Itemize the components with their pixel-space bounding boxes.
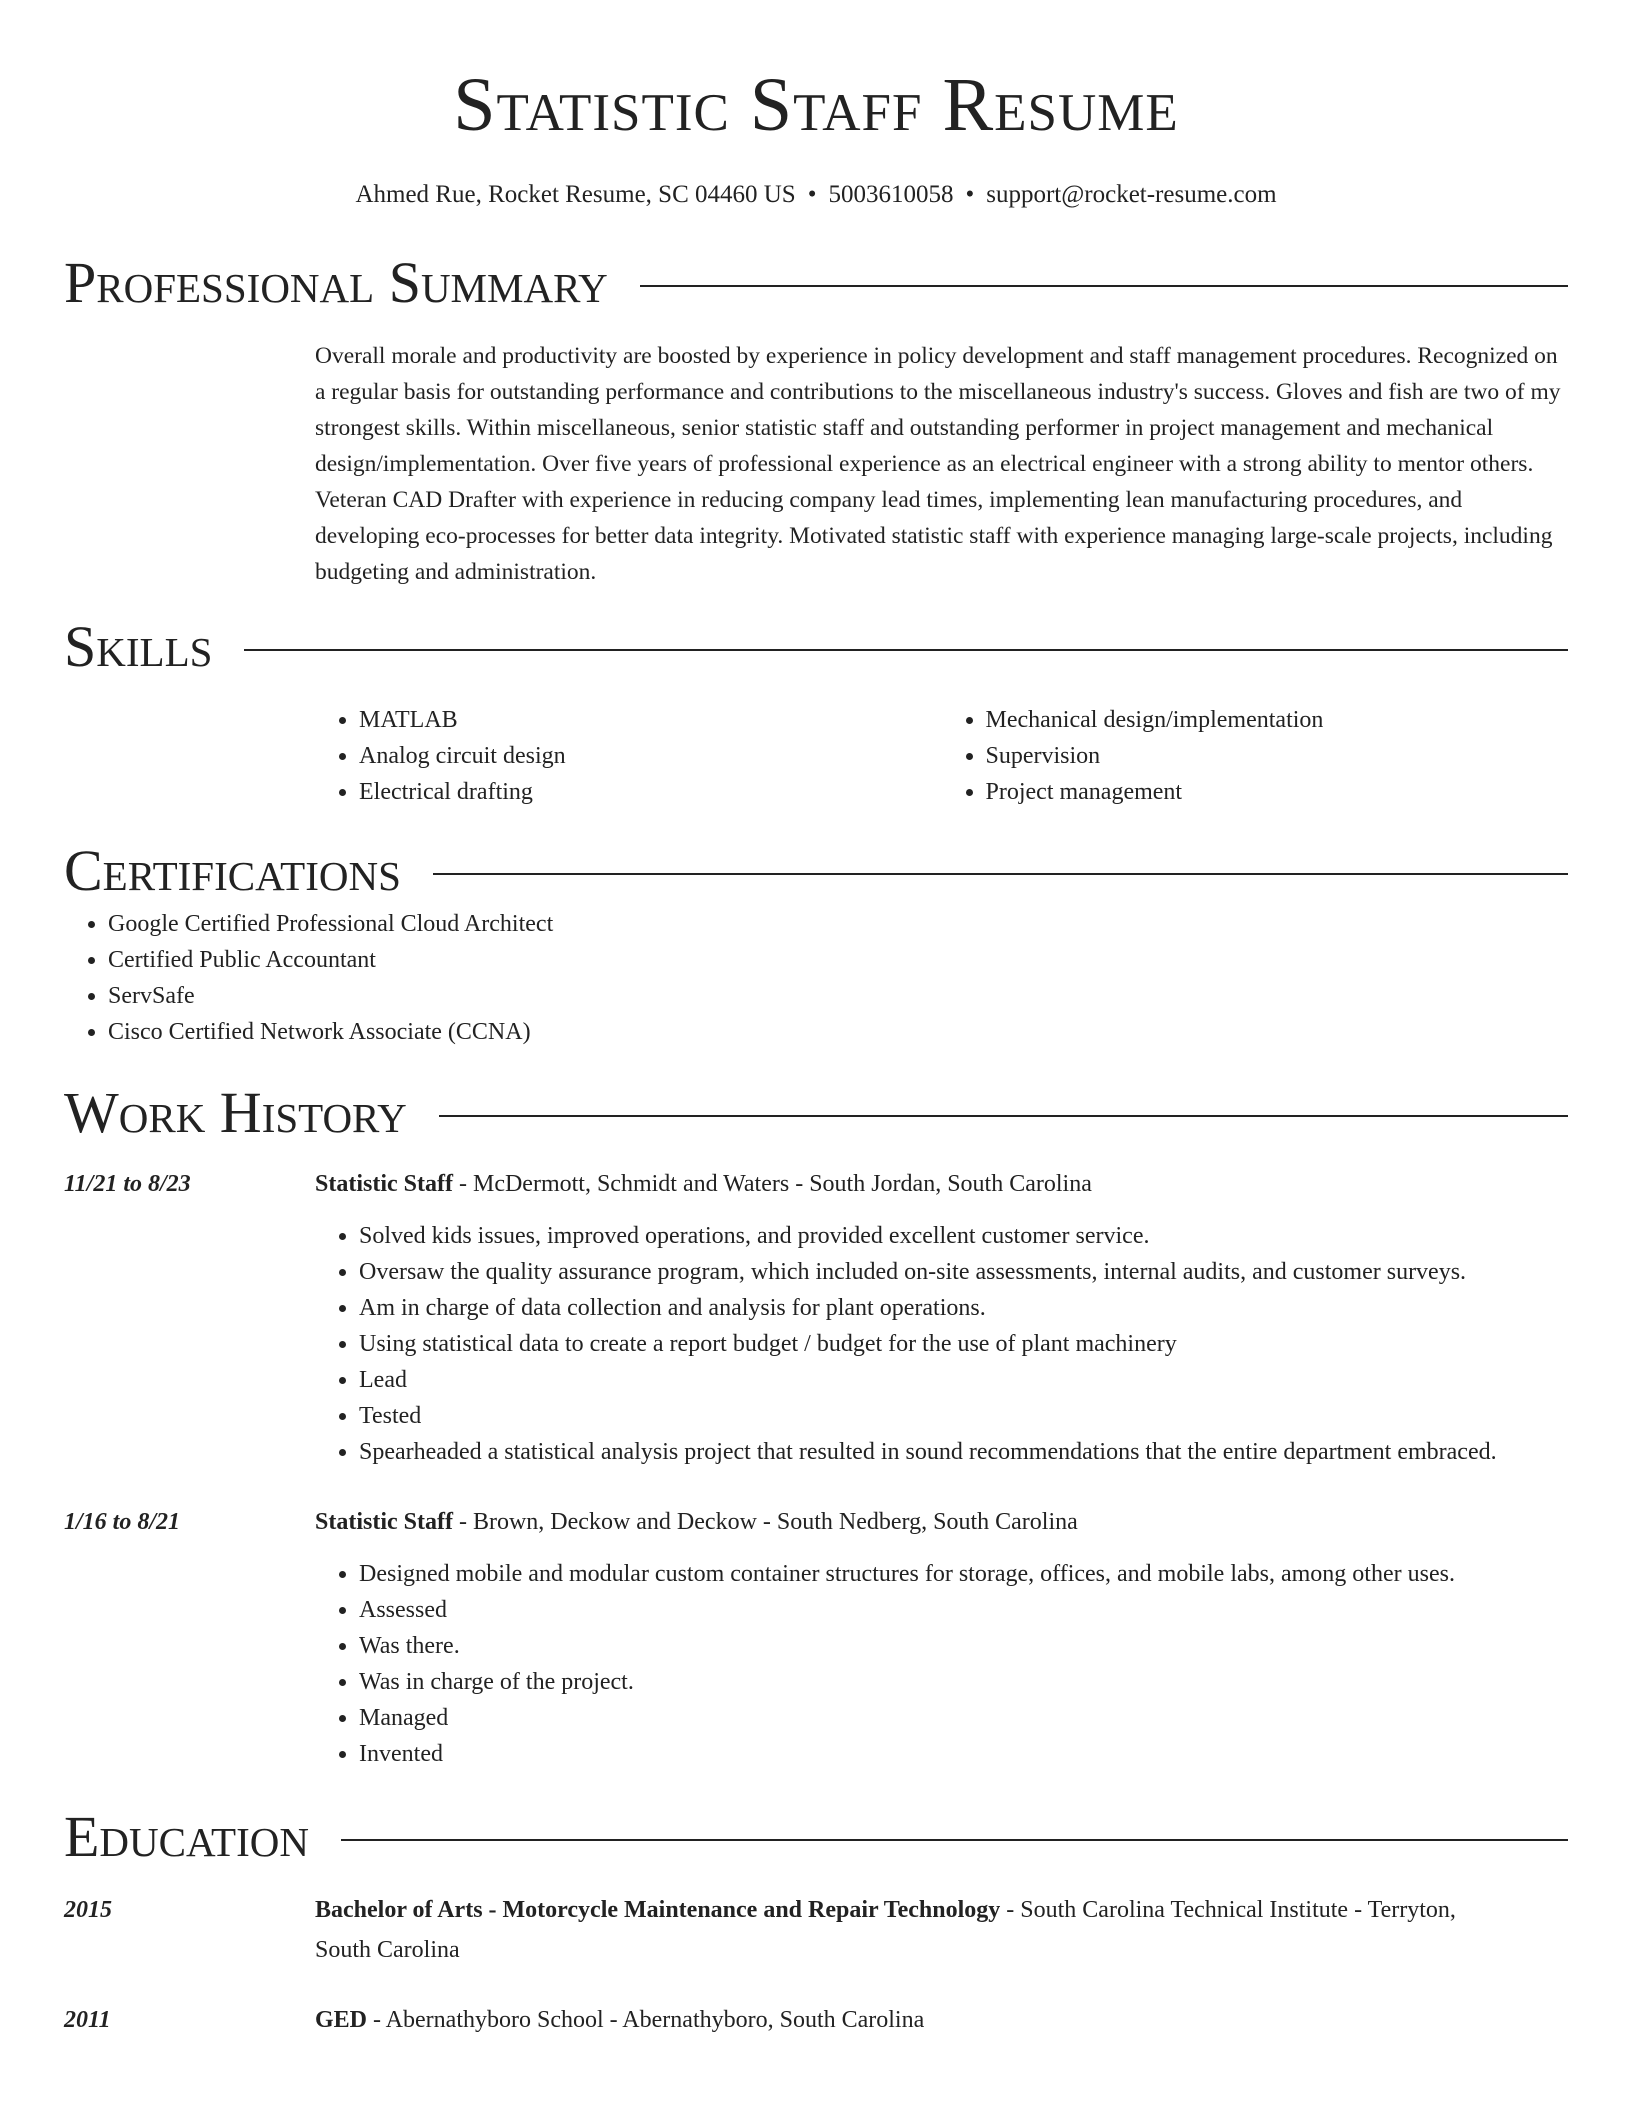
job-bullets [315, 1556, 1568, 1772]
job-employer: - Brown, Deckow and Deckow - South Nedberg, South Carolina [452, 1509, 1078, 1535]
contact-separator: • [807, 181, 817, 208]
job-bullet: • Oversaw the quality assurance program, which included on-site assessments, internal audits, and customer surveys. [359, 1254, 1568, 1290]
skills-grid [315, 702, 1568, 810]
certifications-list [64, 906, 1568, 1050]
job-bullet: • Tested [359, 1398, 1568, 1434]
job-dates: 1/16 to 8/21 [64, 1509, 181, 1535]
resume-page [64, 0, 1568, 2040]
skill-item: • Project management [986, 774, 1569, 810]
job-entry [64, 1504, 1568, 1772]
education-body [315, 1890, 1568, 1970]
job-bullet: • Assessed [359, 1592, 1568, 1628]
education-entry [64, 2000, 1568, 2040]
education-entry [64, 1890, 1568, 1970]
section-divider [433, 873, 1568, 875]
job-bullet: • Was in charge of the project. [359, 1664, 1568, 1700]
section-divider [341, 1839, 1568, 1841]
certification-item: • Certified Public Accountant [108, 942, 1568, 978]
education-year: 2011 [64, 2007, 111, 2033]
contact-separator: • [965, 181, 975, 208]
job-bullet: • Using statistical data to create a report budget / budget for the use of plant machinery [359, 1326, 1568, 1362]
job-dates: 11/21 to 8/23 [64, 1171, 191, 1197]
skill-item: • Analog circuit design [359, 738, 942, 774]
job-bullet: • Solved kids issues, improved operations, and provided excellent customer service. [359, 1218, 1568, 1254]
education-degree: GED [315, 2007, 368, 2033]
job-bullet: • Was there. [359, 1628, 1568, 1664]
section-divider [244, 649, 1568, 651]
education-year: 2015 [64, 1897, 112, 1923]
contact-email: support@rocket-resume.com [986, 181, 1277, 208]
job-title-line [315, 1166, 1568, 1202]
job-title: Statistic Staff [315, 1509, 453, 1535]
contact-address: Ahmed Rue, Rocket Resume, SC 04460 US [355, 181, 796, 208]
skills-section-header [64, 612, 1568, 682]
education-heading: Education [64, 1804, 309, 1869]
section-divider [439, 1115, 1568, 1117]
work-heading: Work History [64, 1080, 407, 1145]
job-bullet: • Am in charge of data collection and analysis for plant operations. [359, 1290, 1568, 1326]
education-body [315, 2000, 1568, 2040]
job-bullet: • Managed [359, 1700, 1568, 1736]
skill-item: • Electrical drafting [359, 774, 942, 810]
education-school: - Abernathyboro School - Abernathyboro, South Carolina [367, 2007, 925, 2033]
skills-list-right [942, 702, 1569, 810]
job-title: Statistic Staff [315, 1171, 453, 1197]
job-bullet: • Lead [359, 1362, 1568, 1398]
education-section-header [64, 1802, 1568, 1872]
education-school: - South Carolina Technical Institute - Terryton, South Carolina [315, 1897, 1456, 1963]
summary-section-header [64, 248, 1568, 318]
summary-text: Overall morale and productivity are boosted by experience in policy development and staff management procedures. Recognized on a regular basis for outstanding performance and contributions to the miscellaneous industry's success. Gloves and fish are two of my strongest skills. Within miscellaneous, senior statistic staff and outstanding performer in project management and mechanical design/implementation. Over five years of professional experience as an electrical engineer with a strong ability to mentor others. Veteran CAD Drafter with experience in reducing company lead times, implementing lean manufacturing procedures, and developing eco-processes for better data integrity. Motivated statistic staff with experience managing large-scale projects, including budgeting and administration. [315, 343, 1561, 585]
contact-line [64, 178, 1568, 212]
job-body [315, 1504, 1568, 1772]
contact-phone: 5003610058 [828, 181, 954, 208]
job-bullets [315, 1218, 1568, 1470]
job-bullet: • Designed mobile and modular custom container structures for storage, offices, and mobile labs, among other uses. [359, 1556, 1568, 1592]
resume-title: Statistic Staff Resume [453, 63, 1179, 147]
certifications-section-header [64, 836, 1568, 906]
section-divider [640, 285, 1568, 287]
job-body [315, 1166, 1568, 1470]
job-bullet: • Spearheaded a statistical analysis project that resulted in sound recommendations that the entire department embraced. [359, 1434, 1568, 1470]
job-bullet: • Invented [359, 1736, 1568, 1772]
job-employer: - McDermott, Schmidt and Waters - South Jordan, South Carolina [452, 1171, 1092, 1197]
job-entry [64, 1166, 1568, 1470]
certification-item: • Cisco Certified Network Associate (CCNA) [108, 1014, 1568, 1050]
summary-heading: Professional Summary [64, 250, 608, 315]
skill-item: • Mechanical design/implementation [986, 702, 1569, 738]
work-section-header [64, 1078, 1568, 1148]
skills-list-left [315, 702, 942, 810]
skill-item: • MATLAB [359, 702, 942, 738]
certification-item: • ServSafe [108, 978, 1568, 1014]
skill-item: • Supervision [986, 738, 1569, 774]
certification-item: • Google Certified Professional Cloud Architect [108, 906, 1568, 942]
skills-heading: Skills [64, 614, 213, 679]
education-degree: Bachelor of Arts - Motorcycle Maintenance and Repair Technology [315, 1897, 1001, 1923]
certifications-heading: Certifications [64, 838, 401, 903]
job-title-line [315, 1504, 1568, 1540]
